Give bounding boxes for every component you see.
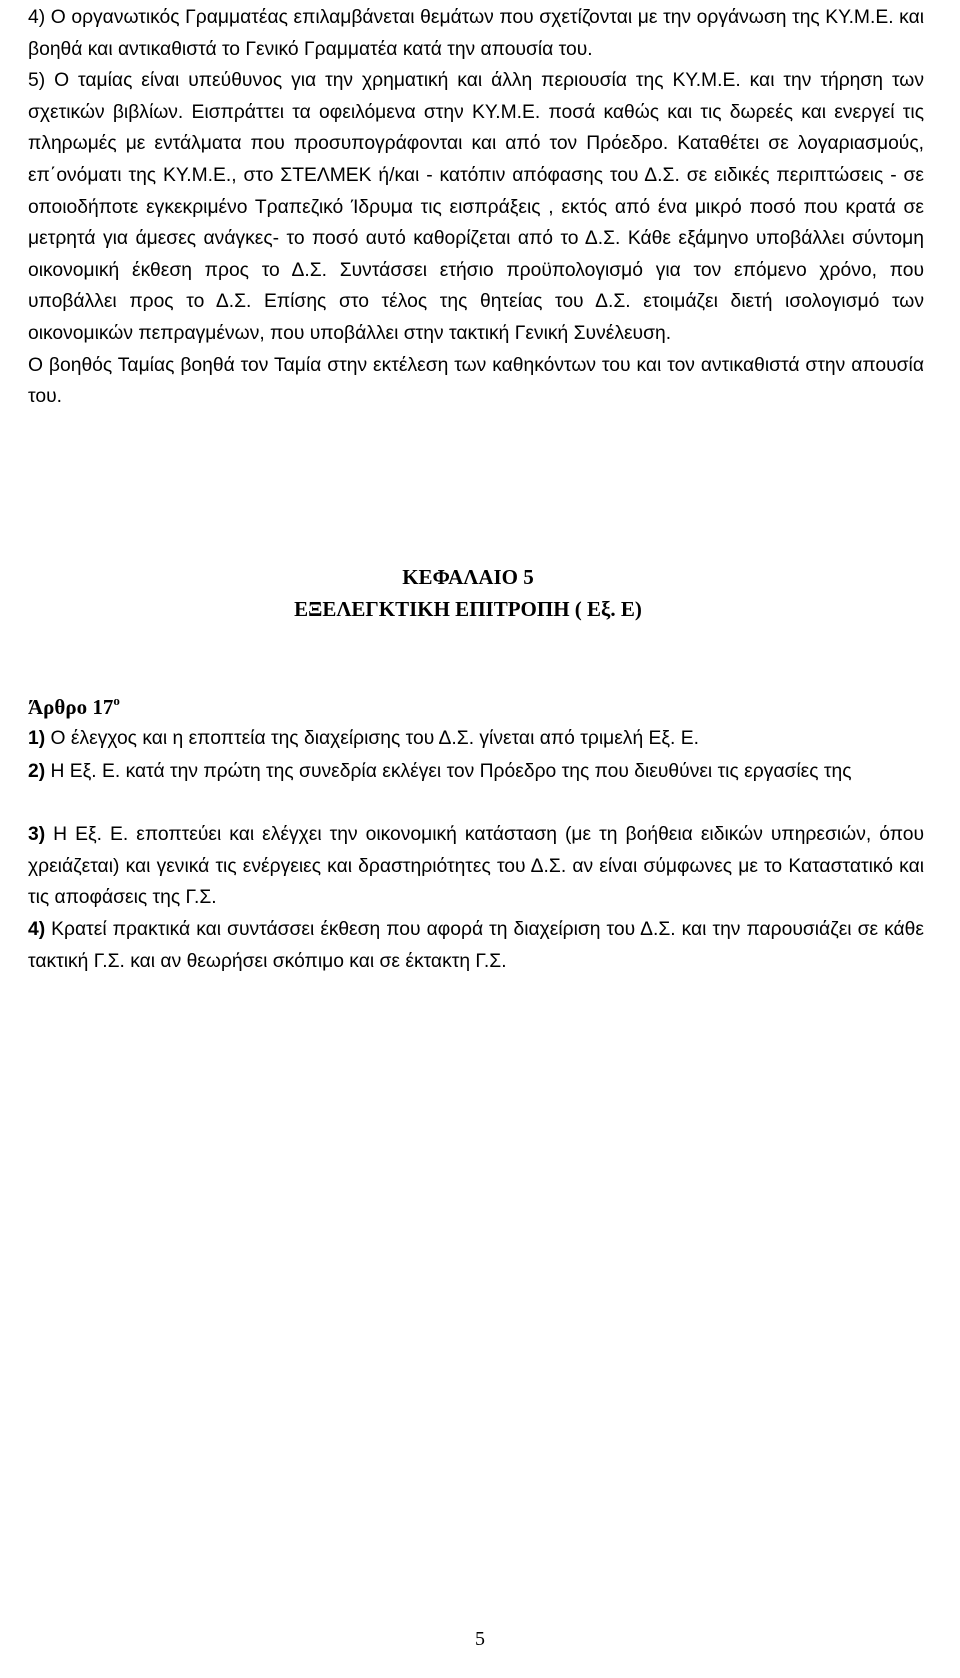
item-text: Ο έλεγχος και η εποπτεία της διαχείρισης του Δ.Σ. γίνεται από τριμελή Εξ. Ε. [45, 728, 699, 749]
list-item [28, 914, 924, 977]
item-number: 4) [28, 919, 46, 940]
list-item [28, 819, 924, 914]
item-number: 3) [28, 824, 46, 845]
paragraph-organizing-secretary: 4) Ο οργανωτικός Γραμματέας επιλαμβάνεται θεμάτων που σχετίζονται με την οργάνωση της ΚΥ.Μ.Ε. και βοηθά και αντικαθιστά το Γενικό Γραμματέα κατά την απουσία του. [28, 7, 924, 60]
article-superscript: ο [113, 693, 120, 708]
item-number: 1) [28, 728, 46, 749]
page-number: 5 [475, 1628, 485, 1650]
article-label: Άρθρο 17 [28, 695, 114, 719]
item-text: Η Εξ. Ε. κατά την πρώτη της συνεδρία εκλέγει τον Πρόεδρο της που διευθύνει τις εργασίες της [45, 761, 852, 782]
item-number: 2) [28, 761, 46, 782]
list-item [28, 756, 924, 788]
paragraph-treasurer: 5) Ο ταμίας είναι υπεύθυνος για την χρηματική και άλλη περιουσία της ΚΥ.Μ.Ε. και την τήρηση των σχετικών βιβλίων. Εισπράττει τα οφειλόμενα στην ΚΥ.Μ.Ε. ποσά καθώς και τις δωρεές και ενεργεί τις πληρωμές με εντάλματα που προσυπογράφονται και από τον Πρόεδρο. Καταθέτει σε λογαριασμούς, επ΄ονόματι της ΚΥ.Μ.Ε., στο ΣΤΕΛΜΕΚ ή/και - κατόπιν απόφασης του Δ.Σ. σε ειδικές περιπτώσεις - σε οποιοδήποτε εγκεκριμένο Τραπεζικό Ίδρυμα τις εισπράξεις , εκτός από ένα μικρό ποσό που κρατά σε μετρητά για άμεσες ανάγκες- το ποσό αυτό καθορίζεται από το Δ.Σ. Κάθε εξάμηνο υποβάλλει σύντομη οικονομική έκθεση προς το Δ.Σ. Συντάσσει ετήσιο προϋπολογισμό για τον επόμενο χρόνο, που υποβάλλει προς το Δ.Σ. Επίσης στο τέλος της θητείας του Δ.Σ. ετοιμάζει διετή ισολογισμό των οικονομικών πεπραγμένων, που υποβάλλει στην τακτική Γενική Συνέλευση. [28, 70, 924, 344]
article-heading [28, 691, 120, 723]
chapter-number: ΚΕΦΑΛΑΙΟ 5 [402, 565, 534, 589]
chapter-title: ΕΞΕΛΕΓΚΤΙΚΗ ΕΠΙΤΡΟΠΗ ( Εξ. Ε) [294, 597, 642, 621]
list-item [28, 723, 924, 755]
item-text: Κρατεί πρακτικά και συντάσσει έκθεση που αφορά τη διαχείριση του Δ.Σ. και την παρουσιάζει σε κάθε τακτική Γ.Σ. και αν θεωρήσει σκόπιμο και σε έκτακτη Γ.Σ. [28, 919, 924, 972]
paragraph-assistant-treasurer: Ο βοηθός Ταμίας βοηθά τον Ταμία στην εκτέλεση των καθηκόντων του και τον αντικαθιστά στην απουσία του. [28, 354, 924, 408]
document-page [28, 2, 924, 413]
item-text: Η Εξ. Ε. εποπτεύει και ελέγχει την οικονομική κατάσταση (με τη βοήθεια ειδικών υπηρεσιών, όπου χρειάζεται) και γενικά τις ενέργειες και δραστηριότητες του Δ.Σ. αν είναι σύμφωνες με το Καταστατικό και τις αποφάσεις της Γ.Σ. [28, 824, 924, 909]
